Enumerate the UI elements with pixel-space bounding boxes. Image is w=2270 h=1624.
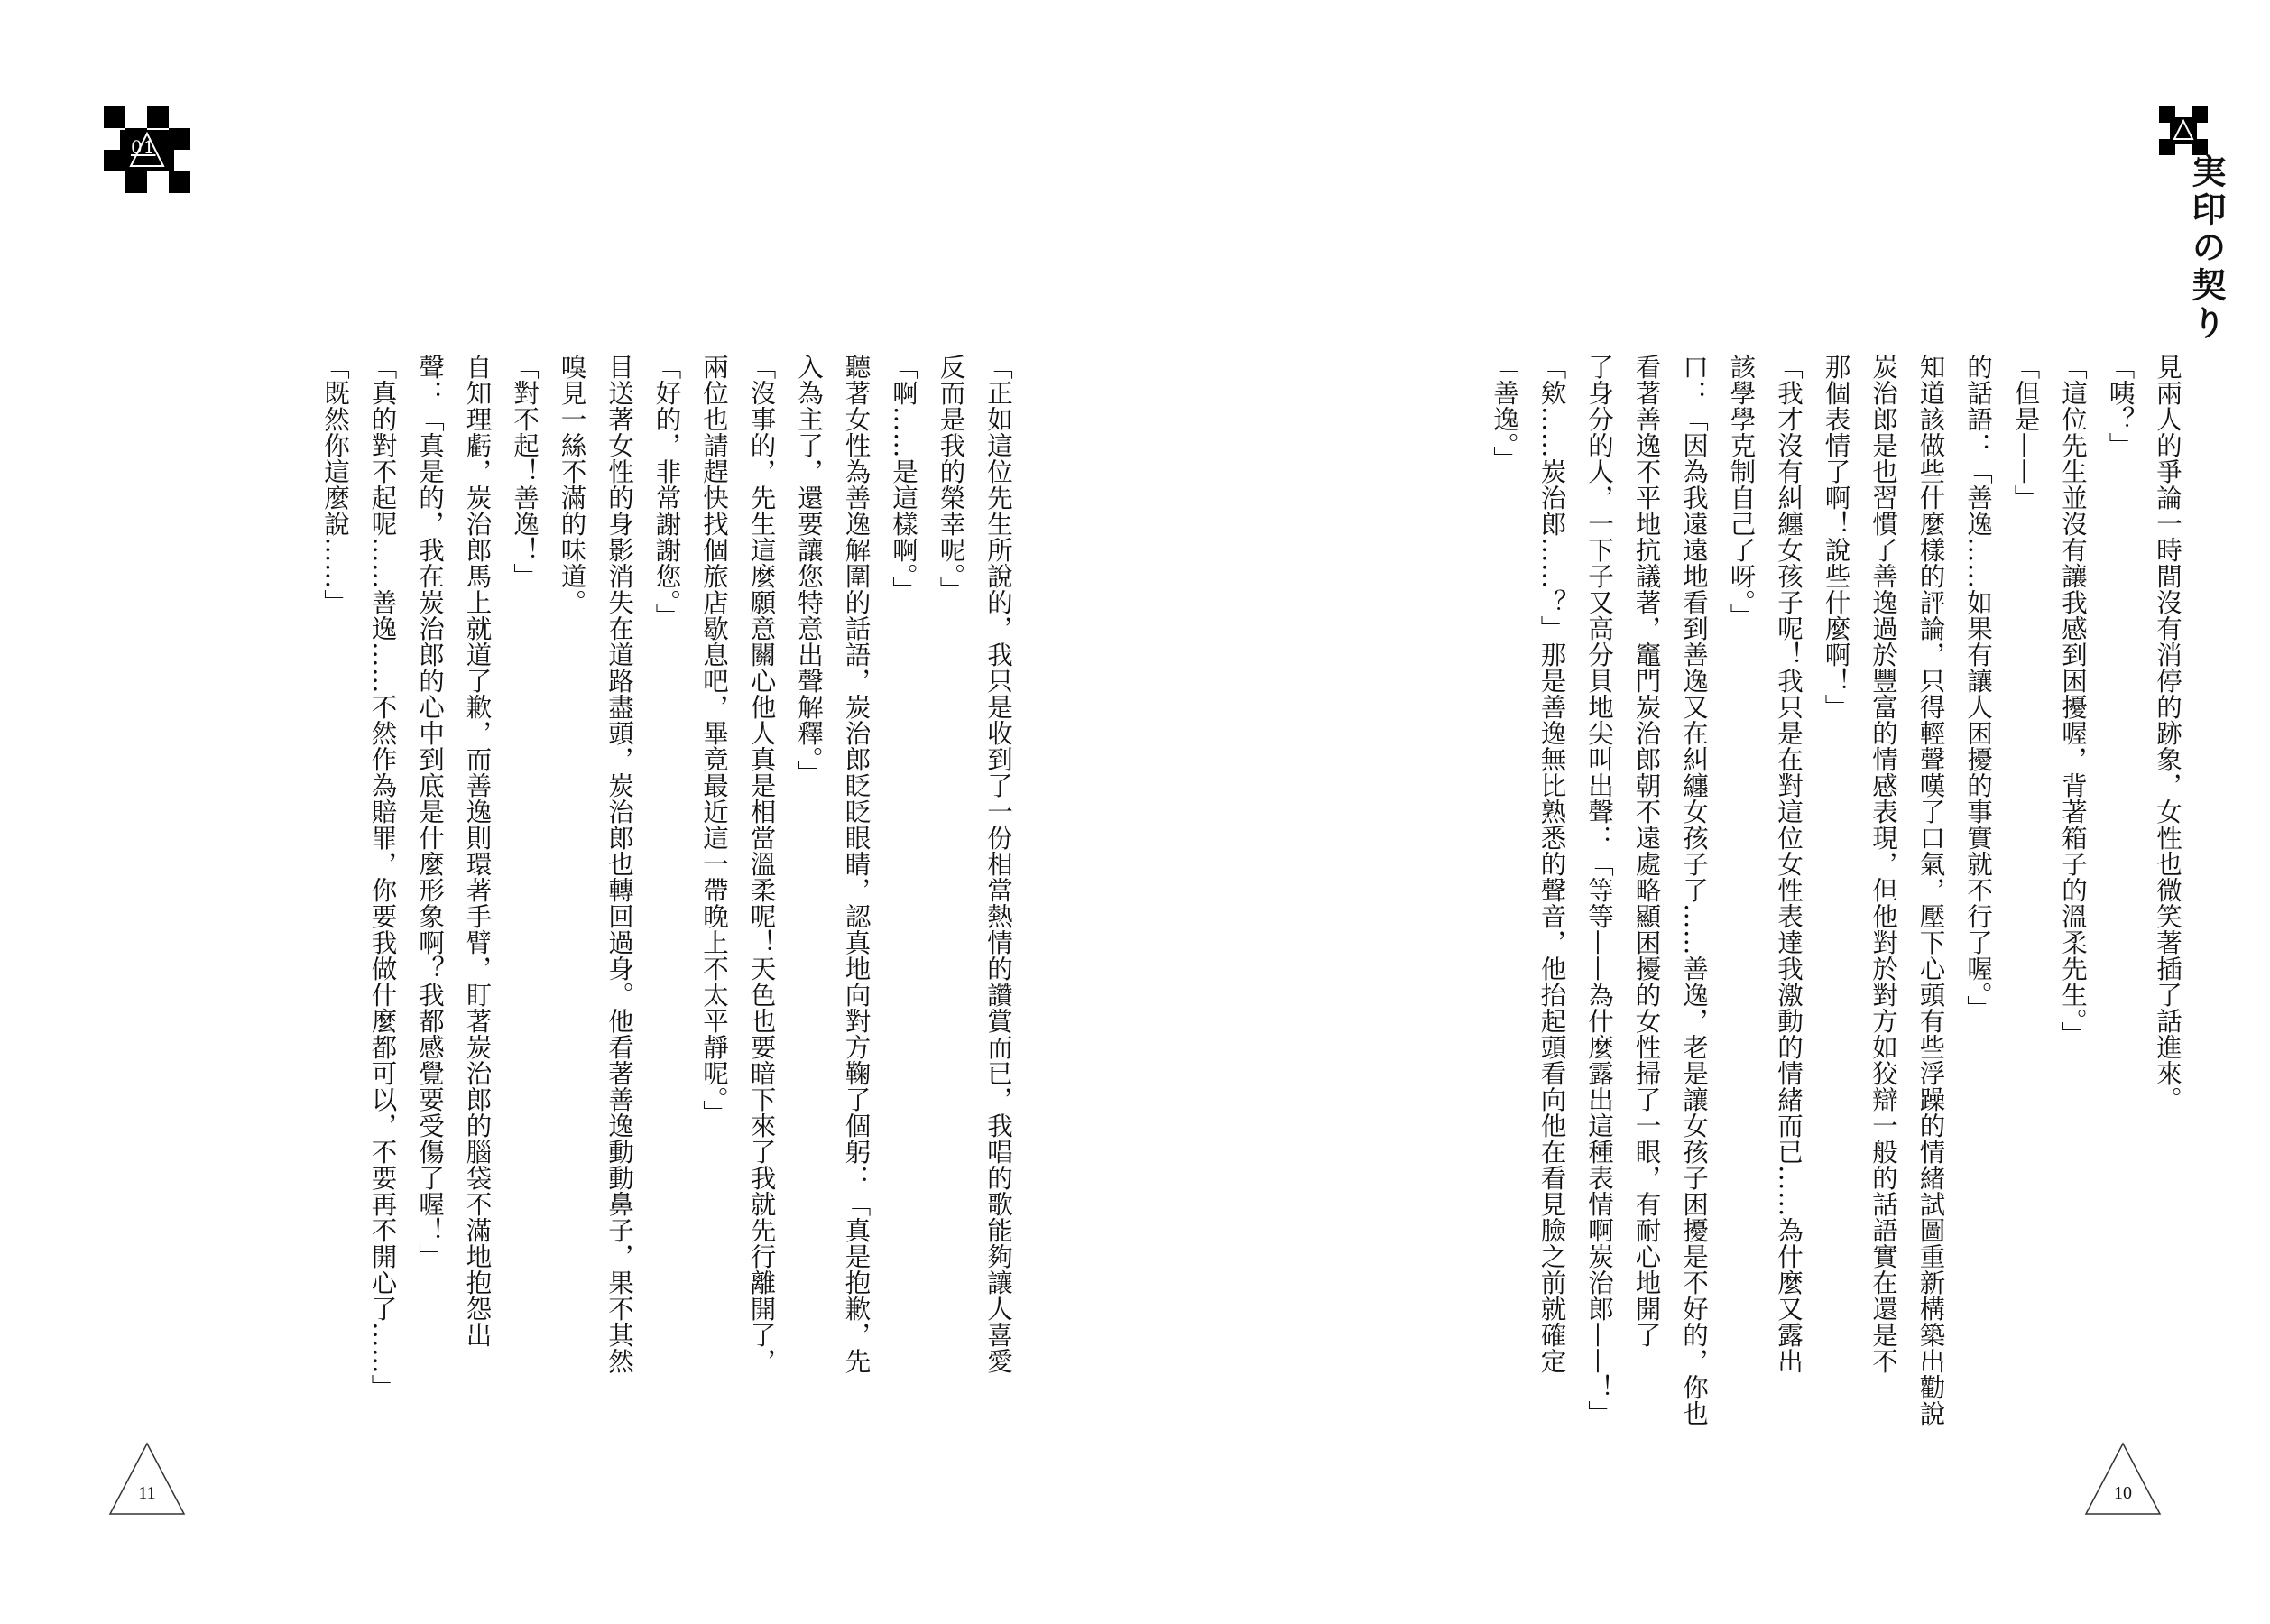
right-page <box>1135 0 2270 1624</box>
paragraph-line: 聽著女性為善逸解圍的話語，炭治郎眨眨眼睛，認真地向對方鞠了個躬：「真是抱歉，先 <box>841 354 872 1374</box>
triangle-icon <box>108 1442 186 1516</box>
triangle-icon <box>2084 1442 2162 1516</box>
paragraph-line: 口：「因為我遠遠地看到善逸又在糾纏女孩子了……善逸，老是讓女孩子困擾是不好的，你也 <box>1679 354 1709 1426</box>
paragraph-line: 見兩人的爭論一時間沒有消停的跡象，女性也微笑著插了話進來。 <box>2153 354 2182 1112</box>
right-page-body-text <box>1320 354 2191 1426</box>
paragraph-line: 「好的，非常謝謝您。」 <box>651 354 682 629</box>
paragraph-line: 「欸……炭治郎……？」那是善逸無比熟悉的聲音，他抬起頭看向他在看見臉之前就確定 <box>1536 354 1567 1374</box>
paragraph-line: 入為主了，還要讓您特意出聲解釋。」 <box>794 354 824 786</box>
paragraph-line: 兩位也請趕快找個旅店歇息吧，畢竟最近這一帶晚上不太平靜呢。」 <box>699 354 729 1126</box>
paragraph-line: 那個表情了啊！說些什麼啊！」 <box>1821 354 1851 720</box>
page-number: 10 <box>2114 1483 2132 1503</box>
paragraph-line: 「這位先生並沒有讓我感到困擾喔，背著箱子的溫柔先生。」 <box>2058 354 2088 1047</box>
paragraph-line: 該學學克制自己了呀。」 <box>1726 354 1757 629</box>
paragraph-line: 目送著女性的身影消失在道路盡頭，炭治郎也轉回過身。他看著善逸動動鼻子，果不其然 <box>604 354 634 1374</box>
paragraph-line: 「但是——」 <box>2010 354 2041 511</box>
page-number-marker <box>2084 1442 2162 1516</box>
chapter-number: 01 <box>131 136 156 158</box>
paragraph-line: 「沒事的，先生這麼願意關心他人真是相當溫柔呢！天色也要暗下來了我就先行離開了， <box>746 354 777 1374</box>
paragraph-line: 知道該做些什麼樣的評論，只得輕聲嘆了口氣，壓下心頭有些浮躁的情緒試圖重新構築出勸說 <box>1915 354 1946 1426</box>
left-page-body-text <box>272 354 1021 1400</box>
paragraph-line: 「既然你這麼說……」 <box>320 354 350 615</box>
paragraph-line: 「我才沒有糾纏女孩子呢！我只是在對這位女性表達我激動的情緒而已……為什麼又露出 <box>1774 354 1804 1374</box>
paragraph-line: 的話語：「善逸……如果有讓人困擾的事實就不行了喔。」 <box>1963 354 1993 1021</box>
paragraph-line: 聲：「真是的，我在炭治郎的心中到底是什麼形象啊？我都感覺要受傷了喔！」 <box>415 354 445 1269</box>
page-number-marker <box>108 1442 186 1516</box>
paragraph-line: 「啊……是這樣啊。」 <box>889 354 918 603</box>
paragraph-line: 自知理虧，炭治郎馬上就道了歉，而善逸則環著手臂，盯著炭治郎的腦袋不滿地抱怨出 <box>462 354 493 1348</box>
page-number: 11 <box>138 1483 156 1503</box>
paragraph-line: 「正如這位先生所說的，我只是收到了一份相當熱情的讚賞而已，我唱的歌能夠讓人喜愛 <box>983 354 1013 1374</box>
paragraph-line: 「咦？」 <box>2105 354 2136 458</box>
paragraph-line: 炭治郎是也習慣了善逸過於豐富的情感表現，但他對於對方如狡辯一般的話語實在還是不 <box>1869 354 1898 1374</box>
chapter-mark-checkerboard <box>2159 106 2208 155</box>
running-title: 実印の契り <box>2186 153 2227 343</box>
paragraph-line: 看著善逸不平地抗議著，竈門炭治郎朝不遠處略顯困擾的女性掃了一眼，有耐心地開了 <box>1631 354 1662 1348</box>
paragraph-line: 「對不起！善逸！」 <box>510 354 540 589</box>
paragraph-line: 「真的對不起呢……善逸……不然作為賠罪，你要我做什麼都可以，不要再不開心了……」 <box>367 354 398 1400</box>
paragraph-line: 反而是我的榮幸呢。」 <box>936 354 966 603</box>
paragraph-line: 「善逸。」 <box>1490 354 1519 472</box>
paragraph-line: 嗅見一絲不滿的味道。 <box>557 354 587 615</box>
paragraph-line: 了身分的人，一下子又高分貝地尖叫出聲：「等等——為什麼露出這種表情啊炭治郎——！」 <box>1584 354 1614 1426</box>
